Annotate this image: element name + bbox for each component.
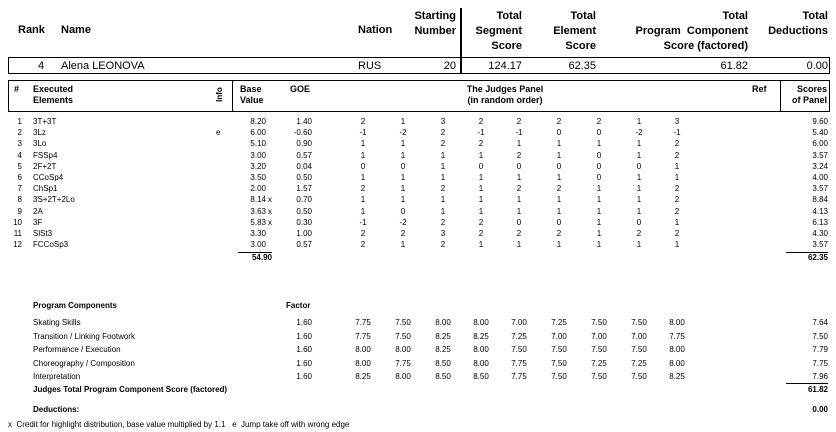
component-judge-mark: 7.75 (355, 331, 371, 341)
judge-grade: 2 (478, 217, 484, 227)
judge-grade: 1 (596, 240, 602, 250)
tss-header: Total Segment Score (475, 10, 522, 52)
element-goe: 0.50 (296, 173, 312, 182)
pcs-total-score: 61.82 (807, 385, 828, 394)
judge-grade: 1 (636, 184, 642, 194)
element-score: 4.00 (812, 173, 828, 182)
scores-of-panel-header: Scores of Panel (791, 84, 827, 105)
element-goe: 0.90 (296, 139, 312, 149)
judge-grade: 1 (516, 173, 522, 182)
element-code: CCoSp4 (33, 173, 64, 182)
element-goe: 0.04 (296, 161, 312, 171)
judge-grade: 2 (516, 117, 522, 126)
element-score: 9.60 (812, 117, 828, 126)
component-factor: 1.60 (296, 318, 312, 327)
element-code: 3Lo (33, 139, 47, 149)
base-total: 54.90 (251, 253, 272, 262)
element-score: 6.00 (812, 139, 828, 149)
component-judge-mark: 8.00 (355, 358, 371, 368)
judge-grade: 2 (360, 229, 366, 238)
component-judge-mark: 7.50 (591, 372, 607, 382)
judge-grade: 0 (400, 206, 406, 216)
judge-grade: 1 (360, 150, 366, 160)
judge-grade: 0 (596, 161, 602, 171)
judge-grade: 0 (360, 161, 366, 171)
component-judge-mark: 7.50 (395, 318, 411, 327)
element-base-value: 8.14 (250, 195, 266, 205)
pcs-total-label: Judges Total Program Component Score (factored) (33, 385, 228, 394)
component-judge-mark: 7.50 (631, 318, 647, 327)
component-score: 7.75 (812, 358, 828, 368)
element-score: 3.57 (812, 240, 828, 250)
judge-grade: -1 (359, 128, 367, 138)
judge-grade: 1 (440, 206, 446, 216)
judge-grade: 0 (516, 161, 522, 171)
component-judge-mark: 8.00 (473, 345, 489, 355)
component-judge-mark: 7.25 (591, 358, 607, 368)
judge-grade: 2 (440, 184, 446, 194)
component-score: 7.96 (812, 372, 828, 382)
component-judge-mark: 7.00 (591, 331, 607, 341)
element-number: 7 (17, 184, 22, 194)
skater-tes: 62.35 (568, 60, 596, 72)
component-name: Skating Skills (33, 318, 81, 327)
element-score: 3.24 (812, 161, 828, 171)
element-base-value: 3.63 (250, 206, 266, 216)
judge-grade: 1 (636, 173, 642, 182)
base-value-header: Base Value (240, 84, 264, 105)
judge-grade: 1 (596, 184, 602, 194)
judge-grade: 1 (556, 173, 562, 182)
component-judge-mark: 8.00 (435, 318, 451, 327)
judge-grade: 0 (400, 161, 406, 171)
skater-pcs: 61.82 (720, 60, 748, 72)
component-judge-mark: 7.50 (631, 345, 647, 355)
judge-grade: 1 (636, 150, 642, 160)
judge-grade: 0 (596, 150, 602, 160)
judge-grade: 1 (440, 161, 446, 171)
judge-grade: 2 (360, 240, 366, 250)
factor-header: Factor (286, 301, 311, 310)
element-code: 3S+2T+2Lo (33, 195, 75, 205)
component-judge-mark: 8.00 (395, 345, 411, 355)
judge-grade: 1 (556, 139, 562, 149)
judge-grade: 2 (478, 139, 484, 149)
skater-rank: 4 (38, 60, 45, 72)
component-judge-mark: 7.50 (551, 358, 567, 368)
component-judge-mark: 8.00 (473, 358, 489, 368)
element-base-value: 3.00 (250, 150, 266, 160)
element-score: 3.57 (812, 150, 828, 160)
element-number: 4 (17, 150, 22, 160)
element-code: 3Lz (33, 128, 46, 138)
element-code: ChSp1 (33, 184, 58, 194)
element-goe: 1.57 (296, 184, 312, 194)
deductions-header: Total Deductions (768, 10, 828, 37)
component-judge-mark: 7.75 (511, 358, 527, 368)
judge-grade: 1 (636, 139, 642, 149)
element-goe: -0.60 (293, 128, 312, 138)
judge-grade: 1 (360, 139, 366, 149)
skater-nation: RUS (358, 60, 382, 72)
judge-grade: 1 (636, 240, 642, 250)
component-judge-mark: 7.00 (631, 331, 647, 341)
component-judge-mark: 7.25 (631, 358, 647, 368)
element-number: 9 (17, 206, 22, 216)
component-judge-mark: 7.75 (669, 331, 685, 341)
executed-elements-header: Executed Elements (33, 84, 74, 105)
element-base-value: 6.00 (250, 128, 266, 138)
judge-grade: 0 (556, 161, 562, 171)
element-number: 10 (13, 217, 22, 227)
component-judge-mark: 8.50 (473, 372, 489, 382)
judge-grade: 1 (478, 184, 484, 194)
judge-grade: 1 (360, 206, 366, 216)
scores-header-divider (780, 80, 781, 112)
judge-grade: 1 (478, 173, 484, 182)
judge-grade: 1 (440, 195, 446, 205)
component-judge-mark: 8.25 (473, 331, 489, 341)
element-code: 2A (33, 206, 43, 216)
element-score: 3.57 (812, 184, 828, 194)
element-score: 5.40 (812, 128, 828, 138)
judge-grade: 1 (674, 240, 680, 250)
element-code: FSSp4 (33, 150, 58, 160)
judge-grade: 2 (440, 240, 446, 250)
element-number: 3 (17, 139, 22, 149)
judge-grade: 1 (400, 139, 406, 149)
judge-grade: 1 (516, 139, 522, 149)
deductions-score: 0.00 (812, 405, 828, 414)
element-code: SlSt3 (33, 229, 53, 238)
judge-grade: 3 (440, 117, 446, 126)
element-score: 4.13 (812, 206, 828, 216)
component-factor: 1.60 (296, 331, 312, 341)
judge-grade: 1 (674, 173, 680, 182)
elements-header-box (8, 80, 830, 112)
component-judge-mark: 7.50 (551, 345, 567, 355)
judge-grade: 1 (596, 195, 602, 205)
judge-grade: -2 (399, 217, 407, 227)
judge-grade: -1 (359, 217, 367, 227)
element-goe: 1.00 (296, 229, 312, 238)
judge-grade: 2 (674, 139, 680, 149)
component-judge-mark: 8.00 (669, 345, 685, 355)
component-judge-mark: 7.50 (551, 372, 567, 382)
judge-grade: -2 (399, 128, 407, 138)
judge-grade: 1 (400, 150, 406, 160)
info-header: Info (214, 87, 224, 102)
judge-grade: 1 (440, 173, 446, 182)
judge-grade: 1 (556, 150, 562, 160)
judge-grade: 2 (360, 117, 366, 126)
judge-grade: 0 (596, 128, 602, 138)
component-judge-mark: 8.00 (395, 372, 411, 382)
component-name: Choreography / Composition (33, 358, 135, 368)
component-name: Interpretation (33, 372, 81, 382)
judge-grade: 1 (636, 195, 642, 205)
footnote: x Credit for highlight distribution, base value multiplied by 1.1 e Jump take off with wrong edge (8, 420, 350, 429)
skater-tss: 124.17 (488, 60, 522, 72)
judge-grade: 2 (674, 184, 680, 194)
judge-grade: 1 (516, 195, 522, 205)
judge-grade: 2 (516, 150, 522, 160)
judge-grade: 1 (556, 195, 562, 205)
judge-grade: 2 (440, 139, 446, 149)
element-info: e (216, 128, 221, 138)
element-base-value: 3.50 (250, 173, 266, 182)
judge-grade: -2 (635, 128, 643, 138)
judge-grade: 1 (596, 229, 602, 238)
component-name: Performance / Execution (33, 345, 121, 355)
judge-grade: 2 (478, 229, 484, 238)
element-base-value: 5.10 (250, 139, 266, 149)
judge-grade: 3 (674, 117, 680, 126)
program-components-header: Program Components (33, 301, 118, 310)
judge-grade: 2 (674, 195, 680, 205)
judge-grade: 2 (596, 117, 602, 126)
skater-name: Alena LEONOVA (61, 60, 145, 72)
component-judge-mark: 7.00 (511, 318, 527, 327)
element-number: 12 (13, 240, 22, 250)
judge-grade: 1 (596, 139, 602, 149)
judge-grade: 2 (556, 117, 562, 126)
component-factor: 1.60 (296, 372, 312, 382)
component-judge-mark: 8.00 (355, 345, 371, 355)
component-judge-mark: 8.25 (435, 331, 451, 341)
judge-grade: 1 (516, 206, 522, 216)
element-base-value: 5.83 (250, 217, 266, 227)
judge-grade: 2 (400, 229, 406, 238)
element-bonus-marker: x (268, 206, 272, 216)
judge-grade: 0 (556, 217, 562, 227)
element-base-value: 3.30 (250, 229, 266, 238)
pcs-header: Total Program Component Score (factored) (635, 10, 748, 52)
element-goe: 0.57 (296, 150, 312, 160)
component-judge-mark: 8.25 (669, 372, 685, 382)
judge-grade: 2 (516, 184, 522, 194)
tes-header: Total Element Score (553, 10, 596, 52)
component-score: 7.79 (812, 345, 828, 355)
element-number: 6 (17, 173, 22, 182)
skater-starting-number: 20 (443, 60, 456, 72)
judge-grade: 1 (440, 150, 446, 160)
num-header: # (14, 84, 20, 94)
element-code: 3F (33, 217, 43, 227)
component-judge-mark: 7.25 (511, 331, 527, 341)
judge-grade: 2 (556, 229, 562, 238)
rank-header: Rank (18, 24, 45, 36)
element-number: 5 (17, 161, 22, 171)
component-judge-mark: 7.25 (551, 318, 567, 327)
element-code: FCCoSp3 (33, 240, 69, 250)
judge-grade: 3 (440, 229, 446, 238)
judge-grade: 1 (400, 184, 406, 194)
element-score: 4.30 (812, 229, 828, 238)
component-judge-mark: 7.75 (355, 318, 371, 327)
judge-grade: 2 (360, 184, 366, 194)
judge-grade: 1 (400, 117, 406, 126)
judge-grade: 1 (360, 195, 366, 205)
judge-grade: -1 (673, 128, 681, 138)
element-base-value: 2.00 (250, 184, 266, 194)
deductions-label: Deductions: (33, 405, 80, 414)
component-judge-mark: 7.50 (591, 345, 607, 355)
judge-grade: 1 (400, 195, 406, 205)
judge-grade: 1 (636, 117, 642, 126)
component-judge-mark: 8.00 (669, 358, 685, 368)
element-number: 2 (17, 128, 22, 138)
element-code: 2F+2T (33, 161, 57, 171)
elements-header-divider (232, 80, 233, 112)
element-number: 11 (13, 229, 22, 238)
judge-grade: 1 (478, 150, 484, 160)
component-judge-mark: 7.00 (551, 331, 567, 341)
component-score: 7.50 (812, 331, 828, 341)
judge-grade: -1 (477, 128, 485, 138)
judge-grade: 2 (674, 206, 680, 216)
component-judge-mark: 7.75 (511, 372, 527, 382)
judge-grade: 0 (478, 161, 484, 171)
component-factor: 1.60 (296, 358, 312, 368)
judge-grade: 1 (360, 173, 366, 182)
component-judge-mark: 8.00 (669, 318, 685, 327)
judge-grade: 1 (478, 240, 484, 250)
component-judge-mark: 7.50 (395, 331, 411, 341)
judge-grade: -1 (515, 128, 523, 138)
judge-grade: 1 (596, 217, 602, 227)
pcs-total-rule (786, 383, 828, 384)
judge-grade: 2 (556, 184, 562, 194)
name-header: Name (61, 24, 91, 36)
element-number: 8 (17, 195, 22, 205)
element-base-value: 8.20 (250, 117, 266, 126)
element-code: 3T+3T (33, 117, 57, 126)
component-judge-mark: 8.00 (473, 318, 489, 327)
component-judge-mark: 7.50 (591, 318, 607, 327)
judge-grade: 1 (556, 240, 562, 250)
element-score: 6.13 (812, 217, 828, 227)
elements-score-total: 62.35 (807, 253, 828, 262)
judge-grade: 2 (674, 150, 680, 160)
judge-grade: 0 (516, 217, 522, 227)
judge-grade: 1 (674, 161, 680, 171)
component-judge-mark: 8.50 (435, 372, 451, 382)
judge-grade: 2 (674, 229, 680, 238)
judge-grade: 1 (636, 206, 642, 216)
element-score: 8.84 (812, 195, 828, 205)
element-goe: 0.30 (296, 217, 312, 227)
judge-grade: 1 (478, 195, 484, 205)
judge-grade: 1 (674, 217, 680, 227)
judge-grade: 1 (556, 206, 562, 216)
judge-grade: 1 (400, 240, 406, 250)
element-base-value: 3.00 (250, 240, 266, 250)
component-name: Transition / Linking Footwork (33, 331, 135, 341)
component-score: 7.64 (812, 318, 828, 327)
component-factor: 1.60 (296, 345, 312, 355)
component-judge-mark: 7.50 (631, 372, 647, 382)
judges-panel-header: The Judges Panel (in random order) (466, 84, 544, 105)
judge-grade: 1 (400, 173, 406, 182)
judge-grade: 0 (636, 217, 642, 227)
component-judge-mark: 8.25 (355, 372, 371, 382)
element-goe: 0.70 (296, 195, 312, 205)
component-judge-mark: 7.50 (511, 345, 527, 355)
element-goe: 0.57 (296, 240, 312, 250)
nation-header: Nation (358, 24, 393, 36)
element-bonus-marker: x (268, 195, 272, 205)
judge-grade: 0 (556, 128, 562, 138)
skater-deductions: 0.00 (806, 60, 828, 72)
judge-grade: 0 (596, 173, 602, 182)
element-goe: 1.40 (296, 117, 312, 126)
judge-grade: 0 (636, 161, 642, 171)
judge-grade: 2 (440, 128, 446, 138)
judge-grade: 1 (478, 206, 484, 216)
element-goe: 0.50 (296, 206, 312, 216)
component-judge-mark: 8.50 (435, 358, 451, 368)
ref-header: Ref (752, 84, 767, 94)
element-bonus-marker: x (268, 217, 272, 227)
starting-number-header: Starting Number (414, 10, 456, 37)
element-base-value: 3.20 (250, 161, 266, 171)
goe-header: GOE (290, 84, 311, 94)
judge-grade: 2 (636, 229, 642, 238)
judge-grade: 1 (516, 240, 522, 250)
judge-grade: 1 (596, 206, 602, 216)
judge-grade: 2 (478, 117, 484, 126)
element-number: 1 (17, 117, 22, 126)
judge-grade: 2 (440, 217, 446, 227)
component-judge-mark: 8.25 (435, 345, 451, 355)
component-judge-mark: 7.75 (395, 358, 411, 368)
judge-grade: 2 (516, 229, 522, 238)
